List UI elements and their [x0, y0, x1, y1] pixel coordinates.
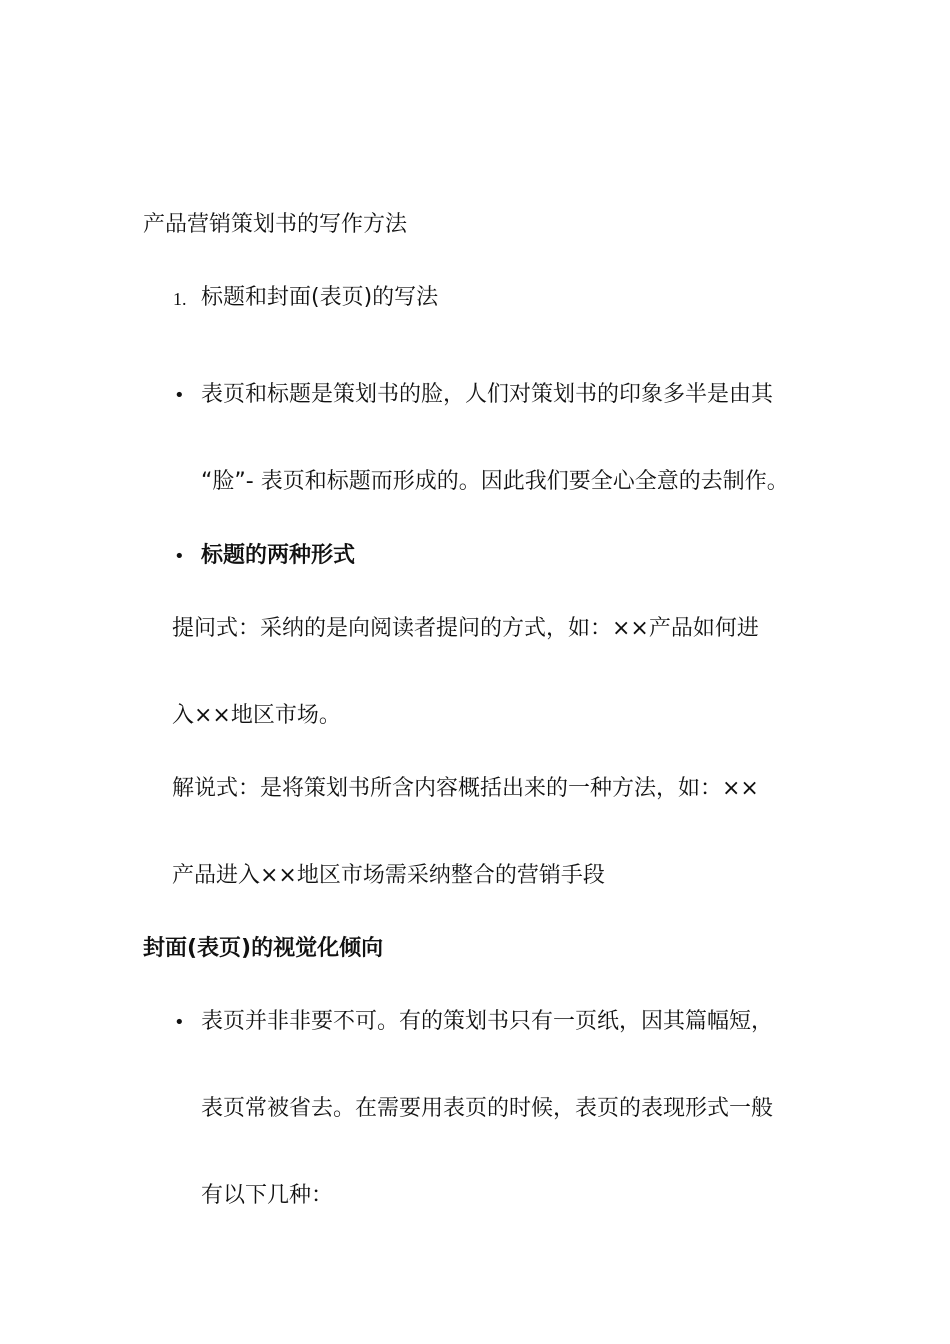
- bullet-heading: 标题的两种形式: [201, 543, 356, 568]
- bullet-text-line-1: 表页并非非要不可。有的策划书只有一页纸，因其篇幅短，: [201, 1009, 774, 1034]
- paragraph-line-2: 入××地区市场。: [172, 703, 341, 728]
- section-heading: 标题和封面(表页)的写法: [201, 285, 439, 310]
- section-2-heading: 封面(表页)的视觉化倾向: [143, 936, 384, 961]
- document-title: 产品营销策划书的写作方法: [143, 212, 408, 237]
- paragraph-line-1: 提问式：采纳的是向阅读者提问的方式，如：××产品如何进: [172, 616, 759, 641]
- bullet-text-line-2: “脸”- 表页和标题而形成的。因此我们要全心全意的去制作。: [201, 469, 789, 494]
- bullet-icon: •: [174, 1012, 185, 1033]
- bullet-icon: •: [174, 546, 185, 567]
- bullet-text-line-3: 有以下几种：: [201, 1183, 334, 1208]
- bullet-text-line-2: 表页常被省去。在需要用表页的时候，表页的表现形式一般: [201, 1096, 774, 1121]
- bullet-text-line-1: 表页和标题是策划书的脸，人们对策划书的印象多半是由其: [201, 382, 774, 407]
- paragraph-line-1: 解说式：是将策划书所含内容概括出来的一种方法，如：××: [172, 776, 759, 801]
- section-number: 1.: [173, 289, 187, 309]
- paragraph-line-2: 产品进入××地区市场需采纳整合的营销手段: [172, 863, 605, 888]
- bullet-icon: •: [174, 385, 185, 406]
